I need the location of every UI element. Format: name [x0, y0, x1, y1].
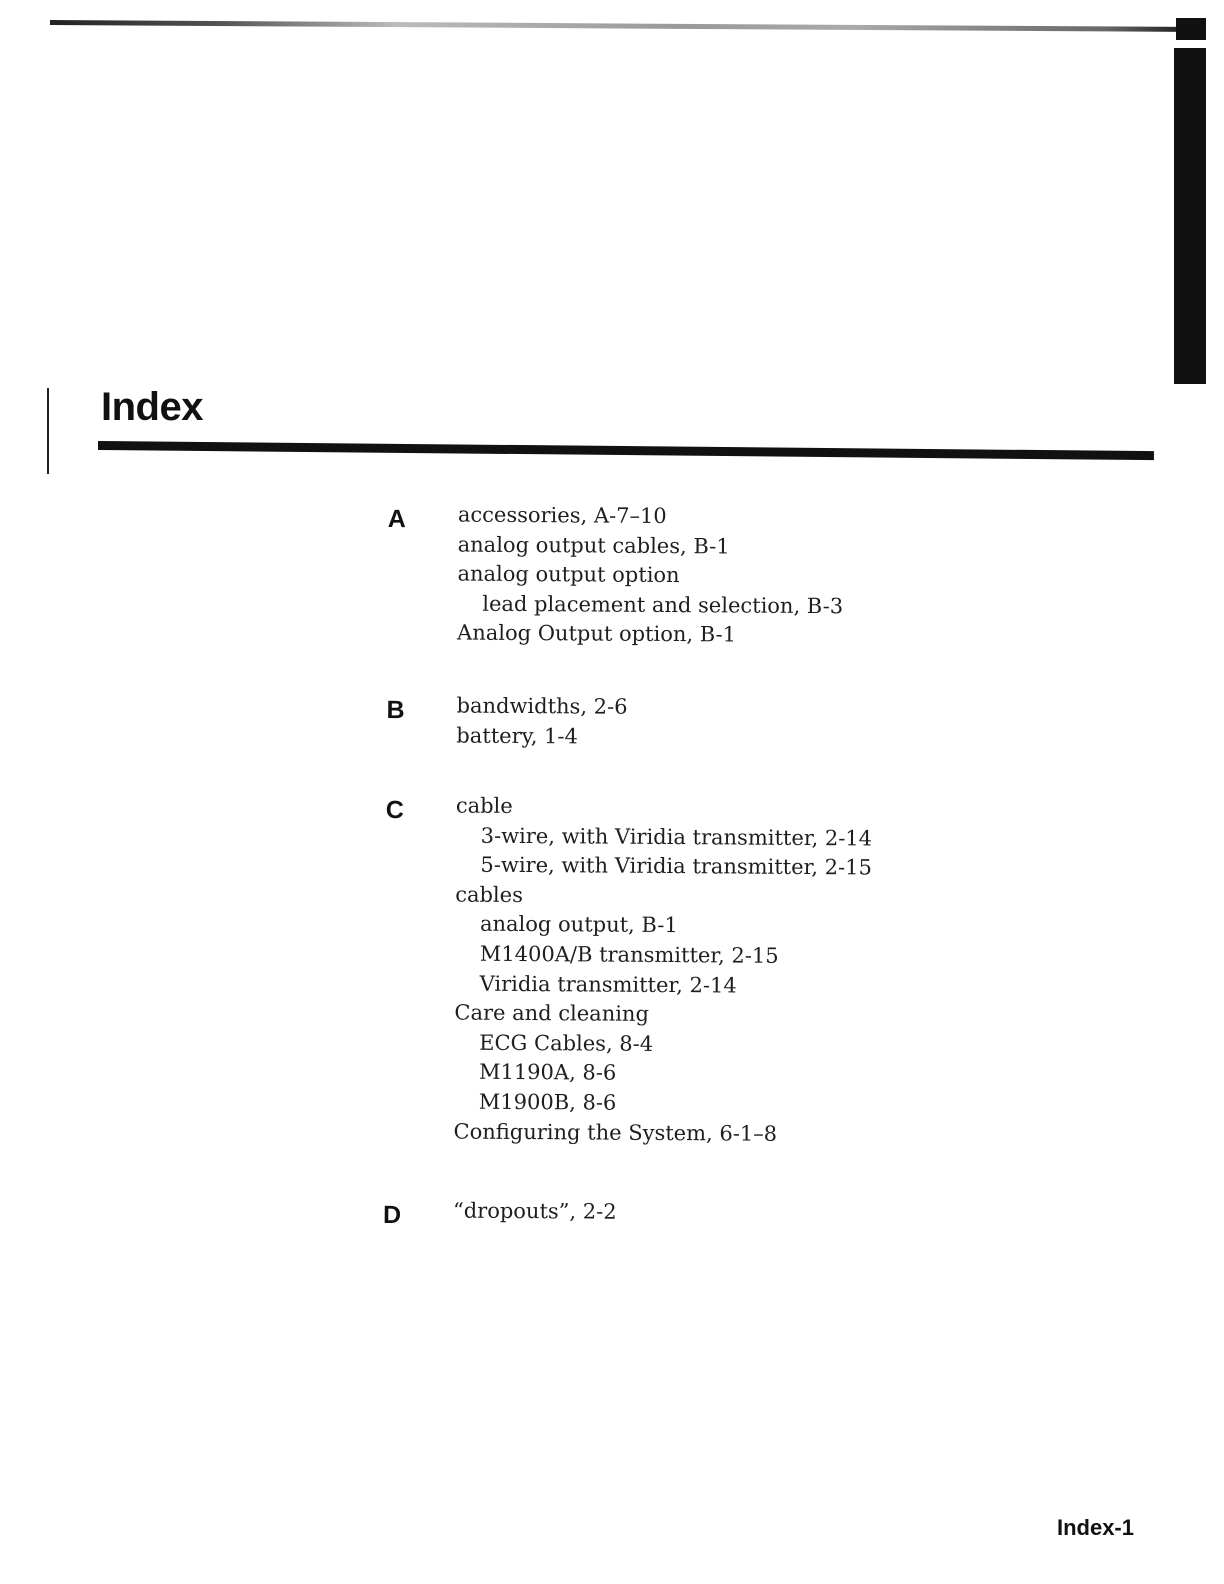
entry-list-a: [457, 501, 1000, 653]
index-subentry: Viridia transmitter, 2-14: [479, 971, 737, 998]
index-entry: cables: [455, 882, 523, 907]
index-subentry: M1400A/B transmitter, 2-15: [479, 941, 779, 968]
scan-margin-mark: [47, 388, 49, 474]
index-entry: cable: [455, 793, 513, 818]
index-entry: Care and cleaning: [454, 1000, 650, 1027]
index-entry: “dropouts”, 2-2: [452, 1198, 617, 1224]
index-subentry: M1190A, 8-6: [478, 1060, 617, 1086]
section-thumb-tab: [1174, 48, 1206, 384]
title-rule: [98, 441, 1154, 460]
index-section-a: [379, 500, 1000, 695]
index-subentry: ECG Cables, 8-4: [479, 1030, 654, 1056]
scan-edge-artifact: [50, 20, 1200, 32]
section-letter-d: D: [382, 1201, 402, 1230]
scan-corner-artifact: [1176, 18, 1206, 40]
index-subentry: 5-wire, with Viridia transmitter, 2-15: [480, 852, 872, 880]
index-entry: analog output cables, B-1: [457, 532, 730, 559]
index-section-d: [375, 1196, 995, 1240]
index-subentry: analog output, B-1: [479, 912, 678, 938]
section-letter-a: A: [387, 505, 407, 534]
page-title: Index: [101, 385, 203, 429]
entry-list-d: [453, 1197, 995, 1230]
index-section-c: [375, 791, 998, 1200]
index-subentry: M1900B, 8-6: [478, 1089, 617, 1115]
index-subentry: lead placement and selection, B-3: [482, 591, 844, 619]
index-entry: Analog Output option, B-1: [456, 620, 737, 647]
index-body: [375, 500, 1000, 1240]
index-entry: bandwidths, 2-6: [456, 693, 628, 719]
index-entry: analog output option: [457, 561, 680, 588]
entry-list-b: [456, 692, 998, 755]
section-letter-c: C: [385, 796, 404, 825]
index-entry: Configuring the System, 6-1–8: [453, 1119, 778, 1146]
page-number: Index-1: [1056, 1515, 1134, 1540]
index-entry: accessories, A-7–10: [457, 502, 667, 529]
section-letter-b: B: [386, 696, 405, 725]
index-subentry: 3-wire, with Viridia transmitter, 2-14: [480, 823, 873, 851]
index-section-b: [378, 691, 999, 795]
entry-list-c: [453, 792, 997, 1151]
index-entry: battery, 1-4: [456, 723, 579, 748]
